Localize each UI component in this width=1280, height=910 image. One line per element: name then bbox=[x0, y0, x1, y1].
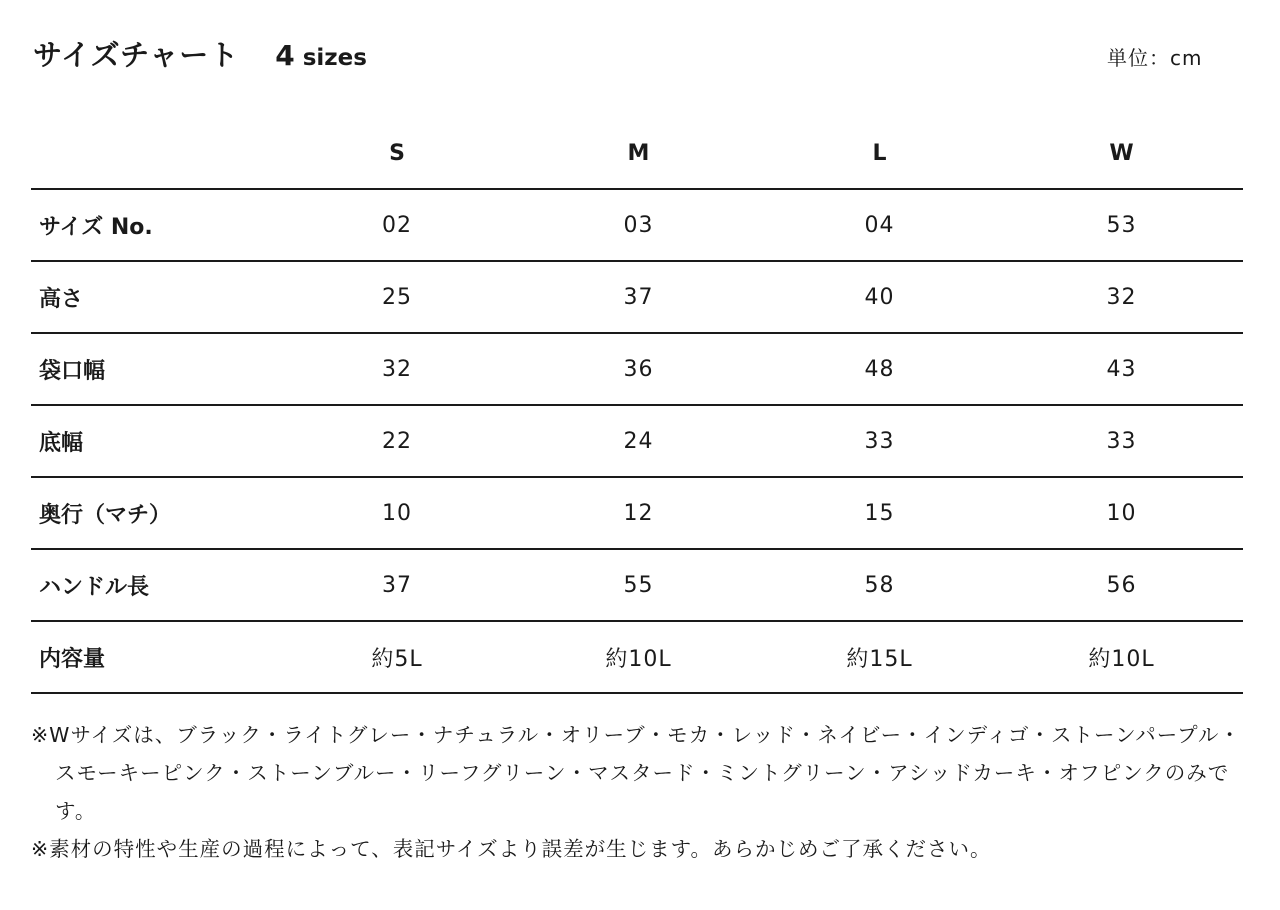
row-label: 高さ bbox=[31, 261, 276, 333]
column-header: S bbox=[276, 118, 518, 189]
note-size-tolerance: ※素材の特性や生産の過程によって、表記サイズより誤差が生じます。あらかじめご了承ください。 bbox=[31, 837, 992, 861]
table-cell: 12 bbox=[518, 477, 759, 549]
size-count-number: 4 bbox=[275, 39, 295, 72]
table-cell: 約15L bbox=[759, 621, 1000, 693]
row-label: サイズ No. bbox=[31, 189, 276, 261]
table-row bbox=[31, 477, 1243, 549]
column-header: M bbox=[518, 118, 759, 189]
table-cell: 15 bbox=[759, 477, 1000, 549]
table-cell: 10 bbox=[1000, 477, 1243, 549]
table-cell: 約5L bbox=[276, 621, 518, 693]
table-row bbox=[31, 405, 1243, 477]
note-w-size-colors: ※Wサイズは、ブラック・ライトグレー・ナチュラル・オリーブ・モカ・レッド・ネイビー・インディゴ・ストーンパープル・スモーキーピンク・ストーンブルー・リーフグリーン・マスタード・ミントグリーン・アシッドカーキ・オフピンクのみです。 bbox=[31, 723, 1241, 823]
table-row bbox=[31, 333, 1243, 405]
table-cell: 03 bbox=[518, 189, 759, 261]
table-cell: 24 bbox=[518, 405, 759, 477]
row-label: 底幅 bbox=[31, 405, 276, 477]
row-label: 袋口幅 bbox=[31, 333, 276, 405]
table-cell: 04 bbox=[759, 189, 1000, 261]
table-cell: 22 bbox=[276, 405, 518, 477]
size-count bbox=[275, 39, 367, 72]
table-cell: 32 bbox=[276, 333, 518, 405]
chart-heading bbox=[33, 33, 367, 74]
table-cell: 37 bbox=[276, 549, 518, 621]
table-cell: 約10L bbox=[518, 621, 759, 693]
table-cell: 約10L bbox=[1000, 621, 1243, 693]
table-cell: 37 bbox=[518, 261, 759, 333]
table-row bbox=[31, 189, 1243, 261]
table-row bbox=[31, 549, 1243, 621]
column-header: L bbox=[759, 118, 1000, 189]
table-cell: 48 bbox=[759, 333, 1000, 405]
table-cell: 43 bbox=[1000, 333, 1243, 405]
column-header: W bbox=[1000, 118, 1243, 189]
table-cell: 25 bbox=[276, 261, 518, 333]
page-title: サイズチャート bbox=[33, 38, 240, 72]
table-cell: 36 bbox=[518, 333, 759, 405]
table-cell: 33 bbox=[1000, 405, 1243, 477]
table-cell: 55 bbox=[518, 549, 759, 621]
table-row bbox=[31, 261, 1243, 333]
unit-label: 単位：cm bbox=[1107, 46, 1203, 70]
table-row bbox=[31, 621, 1243, 693]
table-header-row bbox=[31, 118, 1243, 189]
row-label: ハンドル長 bbox=[31, 549, 276, 621]
table-cell: 33 bbox=[759, 405, 1000, 477]
table-cell: 58 bbox=[759, 549, 1000, 621]
table-cell: 32 bbox=[1000, 261, 1243, 333]
table-cell: 02 bbox=[276, 189, 518, 261]
row-label: 内容量 bbox=[31, 621, 276, 693]
table-cell: 56 bbox=[1000, 549, 1243, 621]
size-table bbox=[31, 118, 1243, 694]
row-label: 奥行（マチ） bbox=[31, 477, 276, 549]
table-cell: 53 bbox=[1000, 189, 1243, 261]
notes bbox=[31, 716, 1246, 868]
size-count-unit: sizes bbox=[302, 45, 367, 71]
table-cell: 40 bbox=[759, 261, 1000, 333]
header-blank bbox=[31, 118, 276, 189]
table-cell: 10 bbox=[276, 477, 518, 549]
